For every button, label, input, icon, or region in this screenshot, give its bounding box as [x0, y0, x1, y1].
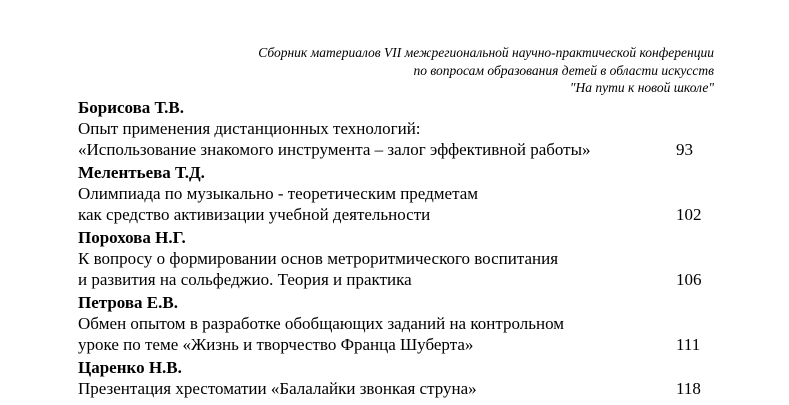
header-line-2: по вопросам образования детей в области искусств [413, 62, 714, 78]
toc-entry-title-text: Презентация хрестоматии «Балалайки звонкая струна» [78, 379, 477, 398]
toc-entry-page-number: 118 [676, 379, 701, 398]
toc-entry-author: Борисова Т.В. [78, 98, 185, 117]
toc-entry [78, 292, 718, 355]
toc-entry [78, 97, 718, 160]
toc-entry-title-line-last [78, 378, 718, 399]
collection-header [154, 44, 714, 97]
toc-entry-title-text: и развития на сольфеджио. Теория и практика [78, 270, 412, 289]
toc-entry-title-text: как средство активизации учебной деятельности [78, 205, 431, 224]
toc-entry [78, 162, 718, 225]
toc-entry-page-number: 102 [676, 205, 702, 224]
table-of-contents [78, 97, 718, 399]
header-line-3: "На пути к новой школе" [569, 80, 714, 95]
toc-entry-title-line-last [78, 269, 718, 290]
toc-entry-page-number: 93 [676, 140, 693, 159]
toc-entry-title-line-last [78, 204, 718, 225]
toc-entry-title-line: К вопросу о формировании основ метроритмического воспитания [78, 249, 559, 268]
toc-entry-page-number: 106 [676, 270, 702, 289]
toc-entry-page-number: 111 [676, 335, 701, 354]
toc-entry-title-text: уроке по теме «Жизнь и творчество Франца Шуберта» [78, 335, 474, 354]
toc-entry [78, 227, 718, 290]
toc-entry-author: Порохова Н.Г. [78, 228, 186, 247]
header-line-1: Сборник материалов VII межрегиональной научно-практической конференции [258, 45, 714, 60]
toc-entry-title-line: Обмен опытом в разработке обобщающих заданий на контрольном [78, 314, 565, 333]
toc-entry-title-line-last [78, 139, 718, 160]
toc-entry-author: Царенко Н.В. [78, 358, 182, 377]
toc-entry-author: Петрова Е.В. [78, 293, 178, 312]
toc-entry-title-text: «Использование знакомого инструмента – залог эффективной работы» [78, 140, 591, 159]
toc-entry-title-line: Опыт применения дистанционных технологий: [78, 119, 421, 138]
toc-entry-title-line: Олимпиада по музыкально - теоретическим предметам [78, 184, 479, 203]
toc-entry-title-line-last [78, 334, 718, 355]
toc-entry-author: Мелентьева Т.Д. [78, 163, 205, 182]
toc-entry [78, 357, 718, 399]
